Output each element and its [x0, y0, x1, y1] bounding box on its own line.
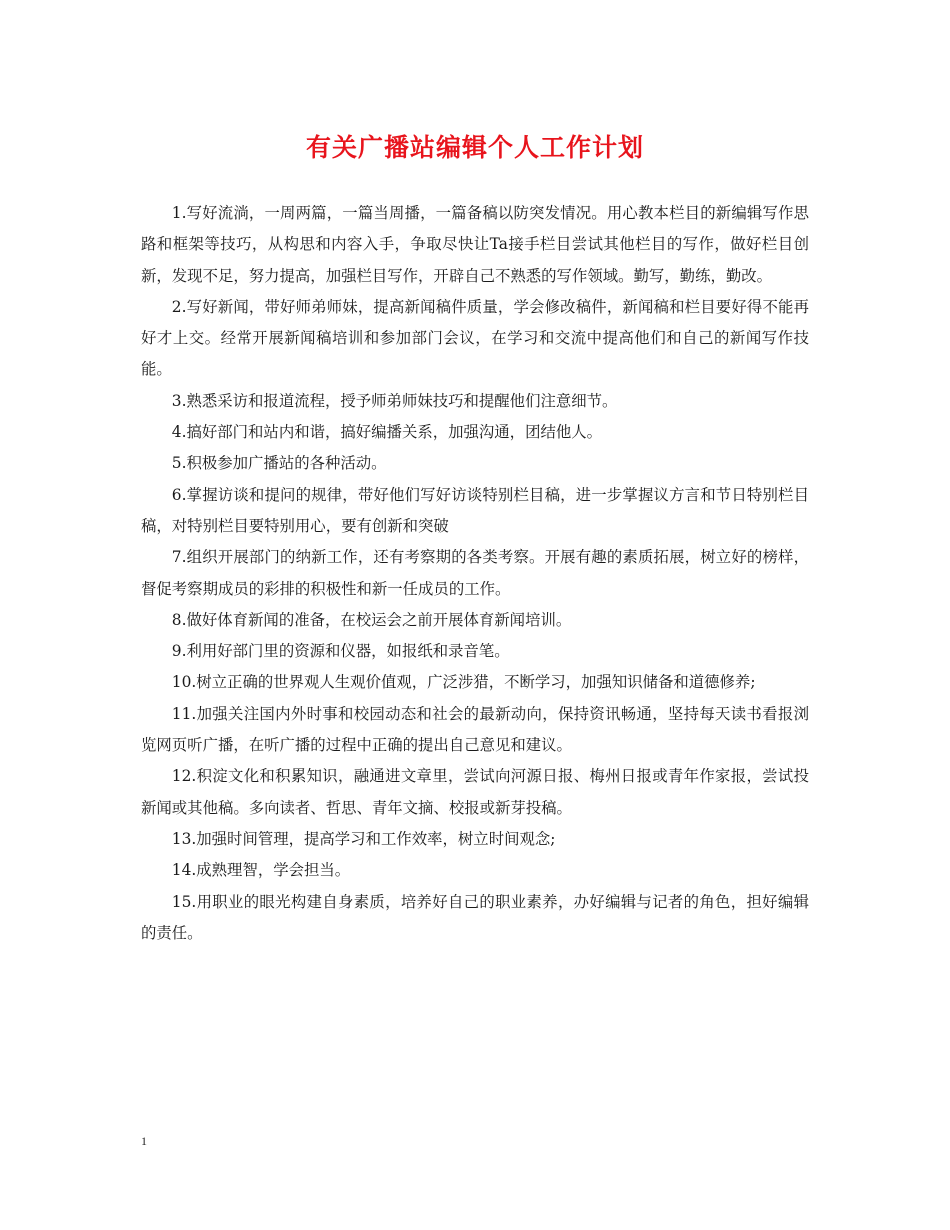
document-title: 有关广播站编辑个人工作计划: [305, 133, 644, 162]
paragraph: 7.组织开展部门的纳新工作，还有考察期的各类考察。开展有趣的素质拓展，树立好的榜样，督促考察期成员的彩排的积极性和新一任成员的工作。: [141, 548, 809, 598]
paragraph: 11.加强关注国内外时事和校园动态和社会的最新动向，保持资讯畅通，坚持每天读书看报浏览网页听广播，在听广播的过程中正确的提出自己意见和建议。: [141, 704, 809, 755]
paragraph: 4.搞好部门和站内和谐，搞好编播关系，加强沟通，团结他人。: [171, 423, 603, 442]
paragraph: 9.利用好部门里的资源和仪器，如报纸和录音笔。: [171, 642, 510, 661]
paragraph: 14.成熟理智，学会担当。: [171, 861, 351, 880]
paragraph: 10.树立正确的世界观人生观价值观，广泛涉猎，不断学习，加强知识储备和道德修养;: [171, 673, 756, 692]
document-body: [141, 198, 809, 949]
paragraph: 6.掌握访谈和提问的规律，带好他们写好访谈特别栏目稿，进一步掌握议方言和节日特别栏目稿，对特别栏目要特别用心，要有创新和突破: [141, 485, 809, 535]
paragraph: 2.写好新闻，带好师弟师妹，提高新闻稿件质量，学会修改稿件，新闻稿和栏目要好得不能再好才上交。经常开展新闻稿培训和参加部门会议，在学习和交流中提高他们和自己的新闻写作技能。: [141, 297, 809, 379]
paragraph: 15.用职业的眼光构建自身素质，培养好自己的职业素养，办好编辑与记者的角色，担好编辑的责任。: [141, 892, 809, 942]
paragraph: 5.积极参加广播站的各种活动。: [171, 454, 387, 473]
paragraph: 12.积淀文化和积累知识，融通进文章里，尝试向河源日报、梅州日报或青年作家报，尝试投新闻或其他稿。多向读者、哲思、青年文摘、校报或新芽投稿。: [141, 767, 809, 817]
paragraph: 13.加强时间管理，提高学习和工作效率，树立时间观念;: [171, 829, 556, 848]
paragraph: 8.做好体育新闻的准备，在校运会之前开展体育新闻培训。: [171, 610, 572, 629]
page-number: 1: [141, 1134, 147, 1148]
paragraph: 3.熟悉采访和报道流程，授予师弟师妹技巧和提醒他们注意细节。: [171, 391, 618, 410]
paragraph: 1.写好流淌，一周两篇，一篇当周播，一篇备稿以防突发情况。用心教本栏目的新编辑写作思路和框架等技巧，从构思和内容入手，争取尽快让Ta接手栏目尝试其他栏目的写作，做好栏目创新，发现不足，努力提高，加强栏目写作，开辟自己不熟悉的写作领域。勤写，勤练，勤改。: [141, 204, 809, 285]
